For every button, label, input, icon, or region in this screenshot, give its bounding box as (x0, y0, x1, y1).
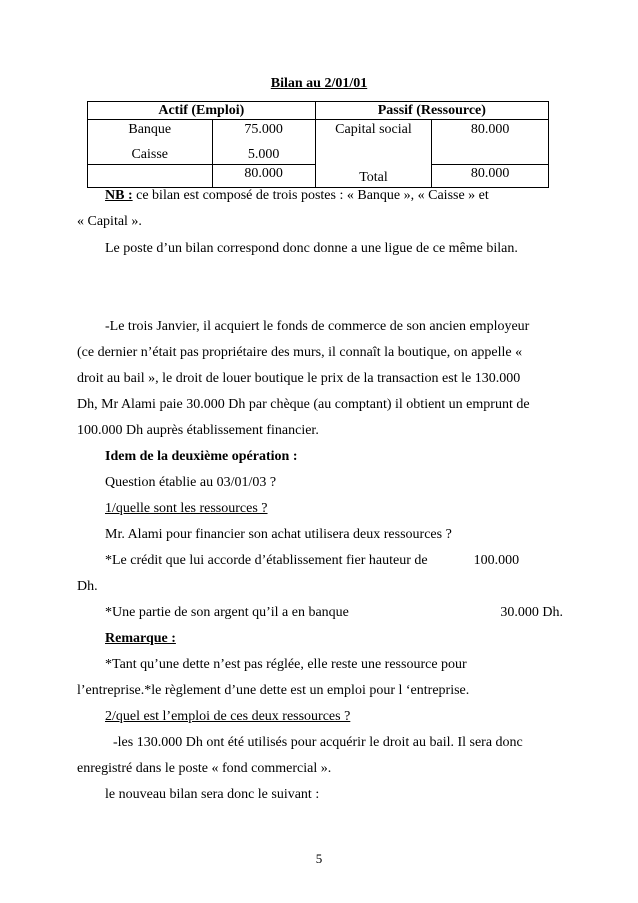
credit-text: *Le crédit que lui accorde d’établissement fier hauteur de (105, 553, 428, 568)
credit-unit: Dh. (77, 579, 98, 594)
remarque-text-2: l’entreprise.*le règlement d’une dette est un emploi pour l ‘entreprise. (77, 683, 470, 698)
remarque-heading: Remarque : (105, 631, 176, 646)
banque-label: Banque (128, 122, 172, 137)
page-number: 5 (315, 851, 323, 866)
nb-text-3: Le poste d’un bilan correspond donc donne a une ligue de ce même bilan. (105, 241, 518, 256)
actif-labels-cell (88, 120, 213, 165)
para1-line-2: (ce dernier n’était pas propriétaire des murs, il connaît la boutique, on appelle « (77, 345, 523, 360)
bilan-table (87, 101, 549, 188)
caisse-label: Caisse (131, 147, 169, 162)
para1-line-3: droit au bail », le droit de louer boutique le prix de la transaction est le 130.000 (77, 371, 521, 386)
partie-text: *Une partie de son argent qu’il a en banque (105, 605, 349, 620)
total-label: Total (315, 165, 432, 188)
q2-text-2: enregistré dans le poste « fond commercial ». (77, 761, 332, 776)
para1-line-4: Dh, Mr Alami paie 30.000 Dh par chèque (au comptant) il obtient un emprunt de (77, 397, 530, 412)
nb-text: ce bilan est composé de trois postes : « Banque », « Caisse » et (132, 188, 489, 203)
actif-total: 80.000 (212, 165, 315, 188)
capital-label-cell (315, 120, 432, 165)
nouveau-line: le nouveau bilan sera donc le suivant : (105, 787, 320, 802)
q2-text-1: -les 130.000 Dh ont été utilisés pour acquérir le droit au bail. Il sera donc (113, 735, 523, 750)
banque-value: 75.000 (244, 122, 283, 137)
q1-heading: 1/quelle sont les ressources ? (105, 501, 268, 516)
question-line: Question établie au 03/01/03 ? (105, 475, 277, 490)
credit-line (105, 552, 519, 570)
capital-label: Capital social (335, 122, 412, 137)
q2-heading: 2/quel est l’emploi de ces deux ressources ? (105, 709, 351, 724)
para1-line-5: 100.000 Dh auprès établissement financier. (77, 423, 319, 438)
header-passif: Passif (Ressource) (315, 102, 548, 120)
header-actif: Actif (Emploi) (88, 102, 316, 120)
nb-text-2: « Capital ». (77, 214, 142, 229)
remarque-text-1: *Tant qu’une dette n’est pas réglée, elle reste une ressource pour (105, 657, 467, 672)
para1-line-1: -Le trois Janvier, il acquiert le fonds de commerce de son ancien employeur (105, 319, 530, 334)
credit-value: 100.000 (473, 553, 520, 568)
partie-line (105, 604, 563, 622)
actif-values-cell (212, 120, 315, 165)
idem-heading: Idem de la deuxième opération : (105, 449, 298, 464)
nb-label: NB : (105, 188, 133, 203)
q1-text: Mr. Alami pour financier son achat utilisera deux ressources ? (105, 527, 452, 542)
caisse-value: 5.000 (247, 147, 280, 162)
nb-line (105, 187, 489, 205)
partie-value: 30.000 Dh. (500, 605, 563, 620)
page-title: Bilan au 2/01/01 (270, 76, 368, 91)
capital-value: 80.000 (470, 122, 510, 137)
passif-total: 80.000 (432, 165, 549, 188)
empty-cell (88, 165, 213, 188)
capital-value-cell (432, 120, 549, 165)
